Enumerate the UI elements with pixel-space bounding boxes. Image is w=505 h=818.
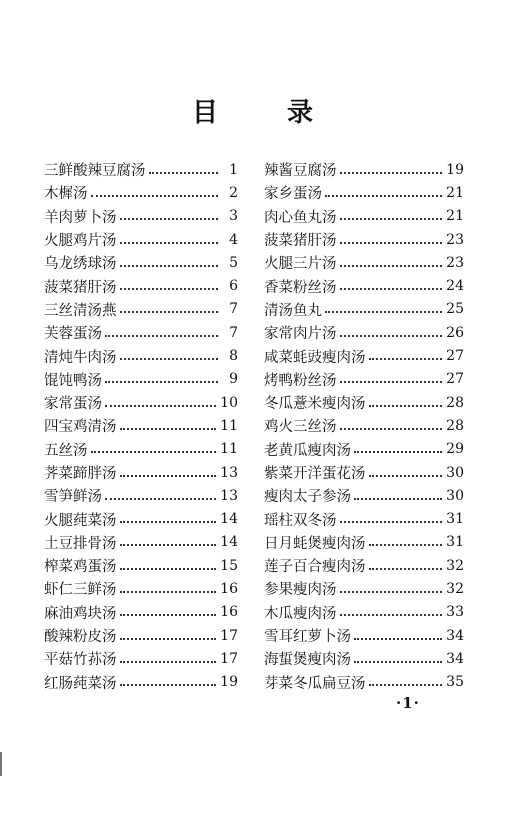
toc-entry — [44, 158, 238, 181]
toc-leader-dots — [120, 661, 217, 663]
toc-entry-title: 芽菜冬瓜扁豆汤 — [264, 675, 366, 692]
toc-leader-dots — [120, 614, 217, 616]
toc-entry-title: 荠菜蹄胖汤 — [44, 466, 117, 482]
toc-entry-title: 烤鸭粉丝汤 — [264, 372, 337, 389]
toc-leader-dots — [91, 451, 217, 453]
toc-entry-page: 29 — [446, 441, 464, 458]
toc-entry-title: 家常肉片汤 — [264, 326, 337, 343]
toc-entry-page: 3 — [229, 208, 238, 225]
toc-leader-dots — [120, 358, 219, 360]
toc-entry — [44, 344, 238, 367]
toc-entry — [44, 391, 238, 414]
toc-leader-dots — [91, 195, 219, 197]
toc-entry — [44, 251, 238, 274]
page-title: 目 录 — [191, 98, 344, 128]
toc-leader-dots — [120, 218, 219, 220]
toc-entry-page: 4 — [229, 231, 238, 248]
toc-entry-title: 莲子百合瘦肉汤 — [264, 559, 366, 576]
toc-entry-title: 火腿鸡片汤 — [44, 233, 117, 250]
toc-leader-dots — [369, 684, 443, 686]
toc-entry-page: 25 — [446, 301, 464, 318]
toc-entry-title: 参果瘦肉汤 — [264, 582, 337, 599]
toc-entry-page: 32 — [446, 580, 464, 597]
toc-entry-page: 21 — [446, 184, 464, 201]
toc-entry-page: 35 — [446, 674, 464, 691]
toc-entry-title: 麻油鸡块汤 — [44, 605, 117, 622]
toc-entry-page: 24 — [446, 278, 464, 295]
toc-entry-page: 15 — [220, 557, 238, 574]
toc-entry — [44, 484, 238, 507]
toc-entry — [44, 624, 238, 647]
toc-leader-dots — [340, 218, 443, 220]
toc-entry — [264, 438, 464, 461]
toc-leader-dots — [340, 172, 443, 174]
toc-entry — [44, 228, 238, 251]
toc-entry-title: 木瓜瘦肉汤 — [264, 605, 337, 622]
toc-entry-page: 5 — [229, 254, 238, 271]
toc-entry — [264, 624, 464, 647]
toc-left-column — [44, 158, 238, 694]
toc-entry-page: 13 — [220, 464, 238, 481]
toc-entry-title: 五丝汤 — [44, 442, 88, 459]
toc-entry — [264, 577, 464, 600]
toc-entry — [264, 298, 464, 321]
toc-entry-title: 三丝清汤燕 — [44, 302, 117, 319]
toc-leader-dots — [120, 265, 219, 267]
toc-entry-page: 27 — [446, 371, 464, 388]
toc-entry-title: 瑶柱双冬汤 — [264, 512, 337, 529]
toc-leader-dots — [120, 638, 217, 640]
toc-entry — [264, 158, 464, 181]
toc-entry — [264, 274, 464, 297]
toc-leader-dots — [354, 638, 442, 640]
toc-entry-title: 肉心鱼丸汤 — [264, 209, 337, 226]
toc-entry-title: 辣酱豆腐汤 — [264, 163, 337, 180]
toc-entry — [44, 274, 238, 297]
toc-leader-dots — [354, 498, 442, 500]
toc-entry — [44, 321, 238, 344]
toc-entry-title: 羊肉萝卜汤 — [44, 209, 117, 226]
toc-entry — [264, 321, 464, 344]
toc-leader-dots — [354, 661, 442, 663]
toc-entry-title: 紫菜开洋蛋花汤 — [264, 466, 366, 482]
toc-entry-title: 平菇竹荪汤 — [44, 652, 117, 669]
toc-leader-dots — [340, 265, 443, 267]
toc-entry-title: 海蜇煲瘦肉汤 — [264, 652, 351, 669]
toc-entry — [44, 414, 238, 437]
toc-entry-title: 雪笋鲜汤 — [44, 489, 102, 506]
toc-entry — [264, 251, 464, 274]
toc-entry — [264, 507, 464, 530]
toc-leader-dots — [340, 614, 443, 616]
toc-leader-dots — [354, 451, 442, 453]
toc-entry-title: 菠菜猪肝汤 — [44, 279, 117, 296]
toc-leader-dots — [340, 242, 443, 244]
toc-entry — [44, 181, 238, 204]
toc-entry — [264, 414, 464, 437]
toc-entry — [264, 531, 464, 554]
toc-entry — [44, 461, 238, 484]
toc-entry-title: 三鲜酸辣豆腐汤 — [44, 163, 146, 180]
toc-leader-dots — [105, 498, 216, 500]
toc-entry-page: 31 — [446, 534, 464, 551]
toc-entry-title: 老黄瓜瘦肉汤 — [264, 442, 351, 459]
toc-entry-page: 26 — [446, 324, 464, 341]
toc-entry-title: 火腿莼菜汤 — [44, 512, 117, 529]
toc-entry-page: 19 — [446, 161, 464, 178]
toc-entry-page: 21 — [446, 208, 464, 225]
toc-entry — [44, 368, 238, 391]
toc-entry-title: 清汤鱼丸 — [264, 302, 322, 319]
toc-entry — [264, 368, 464, 391]
toc-entry-page: 16 — [220, 604, 238, 621]
toc-entry-page: 23 — [446, 254, 464, 271]
toc-leader-dots — [325, 195, 442, 197]
toc-entry-title: 鸡火三丝汤 — [264, 419, 337, 436]
toc-entry-title: 木樨汤 — [44, 186, 88, 203]
scan-edge-mark — [0, 752, 2, 776]
toc-entry-title: 菠菜猪肝汤 — [264, 233, 337, 250]
toc-leader-dots — [120, 544, 217, 546]
toc-entry-page: 14 — [220, 511, 238, 528]
toc-entry-title: 四宝鸡清汤 — [44, 419, 117, 436]
toc-entry-page: 23 — [446, 231, 464, 248]
toc-entry-page: 31 — [446, 511, 464, 528]
toc-entry-title: 咸菜蚝豉瘦肉汤 — [264, 349, 366, 366]
toc-leader-dots — [340, 521, 443, 523]
toc-entry-page: 7 — [229, 301, 238, 318]
toc-entry-title: 馄饨鸭汤 — [44, 372, 102, 389]
toc-leader-dots — [340, 335, 443, 337]
toc-entry — [44, 531, 238, 554]
toc-entry-title: 乌龙绣球汤 — [44, 256, 117, 273]
toc-entry — [264, 484, 464, 507]
toc-leader-dots — [120, 684, 217, 686]
toc-leader-dots — [120, 591, 217, 593]
toc-leader-dots — [340, 591, 443, 593]
toc-entry-page: 7 — [229, 324, 238, 341]
toc-leader-dots — [149, 172, 219, 174]
toc-leader-dots — [105, 335, 218, 337]
toc-leader-dots — [120, 311, 219, 313]
toc-entry — [264, 647, 464, 670]
toc-leader-dots — [120, 568, 217, 570]
toc-entry-page: 11 — [220, 441, 238, 458]
toc-leader-dots — [325, 311, 442, 313]
toc-entry-title: 清炖牛肉汤 — [44, 349, 117, 366]
toc-entry-page: 9 — [229, 371, 238, 388]
toc-leader-dots — [369, 568, 443, 570]
toc-entry-title: 榨菜鸡蛋汤 — [44, 559, 117, 576]
toc-entry-page: 8 — [229, 348, 238, 365]
toc-entry-title: 芙蓉蛋汤 — [44, 326, 102, 343]
toc-leader-dots — [120, 242, 219, 244]
toc-entry-page: 27 — [446, 348, 464, 365]
toc-entry-page: 1 — [229, 161, 238, 178]
toc-entry — [264, 205, 464, 228]
toc-leader-dots — [369, 405, 443, 407]
toc-entry-page: 33 — [446, 604, 464, 621]
toc-entry — [264, 181, 464, 204]
toc-leader-dots — [105, 381, 218, 383]
toc-entry — [264, 228, 464, 251]
toc-entry-title: 虾仁三鲜汤 — [44, 582, 117, 599]
toc-entry-page: 34 — [446, 650, 464, 667]
toc-entry — [264, 601, 464, 624]
toc-entry — [44, 205, 238, 228]
toc-entry — [44, 671, 238, 694]
toc-entry-title: 火腿三片汤 — [264, 256, 337, 273]
toc-entry — [264, 554, 464, 577]
toc-entry-page: 14 — [220, 534, 238, 551]
toc-entry — [44, 647, 238, 670]
toc-leader-dots — [120, 428, 217, 430]
toc-leader-dots — [105, 405, 216, 407]
toc-entry — [264, 461, 464, 484]
toc-entry — [44, 298, 238, 321]
toc-entry — [44, 438, 238, 461]
toc-leader-dots — [369, 358, 443, 360]
toc-entry-page: 6 — [229, 278, 238, 295]
toc-entry-title: 家常蛋汤 — [44, 396, 102, 413]
toc-entry — [264, 671, 464, 694]
toc-entry-page: 11 — [220, 417, 238, 434]
toc-leader-dots — [369, 475, 443, 477]
toc-entry — [264, 344, 464, 367]
toc-entry-page: 28 — [446, 417, 464, 434]
toc-entry-title: 香菜粉丝汤 — [264, 279, 337, 296]
toc-entry-page: 34 — [446, 627, 464, 644]
toc-right-column — [264, 158, 464, 694]
toc-entry-title: 瘦肉太子参汤 — [264, 489, 351, 506]
toc-entry-title: 酸辣粉皮汤 — [44, 629, 117, 646]
toc-entry — [44, 601, 238, 624]
toc-entry-page: 28 — [446, 394, 464, 411]
toc-leader-dots — [340, 288, 443, 290]
toc-entry-page: 13 — [220, 487, 238, 504]
page-number: ·1· — [396, 694, 420, 712]
toc-entry-title: 家乡蛋汤 — [264, 186, 322, 203]
toc-entry-page: 32 — [446, 557, 464, 574]
toc-leader-dots — [340, 381, 443, 383]
toc-leader-dots — [369, 544, 443, 546]
toc-entry-page: 16 — [220, 580, 238, 597]
toc-entry-title: 土豆排骨汤 — [44, 535, 117, 552]
toc-entry-title: 日月蚝煲瘦肉汤 — [264, 535, 366, 552]
toc-leader-dots — [120, 521, 217, 523]
toc-entry-page: 30 — [446, 487, 464, 504]
toc-entry — [264, 391, 464, 414]
toc-leader-dots — [340, 428, 443, 430]
toc-entry-title: 红肠莼菜汤 — [44, 675, 117, 692]
toc-entry-title: 冬瓜薏米瘦肉汤 — [264, 396, 366, 413]
toc-entry-page: 10 — [220, 394, 238, 411]
toc-leader-dots — [120, 475, 217, 477]
toc-entry-page: 30 — [446, 464, 464, 481]
toc-leader-dots — [120, 288, 219, 290]
toc-entry — [44, 554, 238, 577]
toc-entry-page: 17 — [220, 650, 238, 667]
toc-entry — [44, 507, 238, 530]
toc-entry — [44, 577, 238, 600]
toc-entry-page: 19 — [220, 674, 238, 691]
toc-entry-page: 17 — [220, 627, 238, 644]
toc-entry-title: 雪耳红萝卜汤 — [264, 629, 351, 646]
toc-entry-page: 2 — [229, 184, 238, 201]
